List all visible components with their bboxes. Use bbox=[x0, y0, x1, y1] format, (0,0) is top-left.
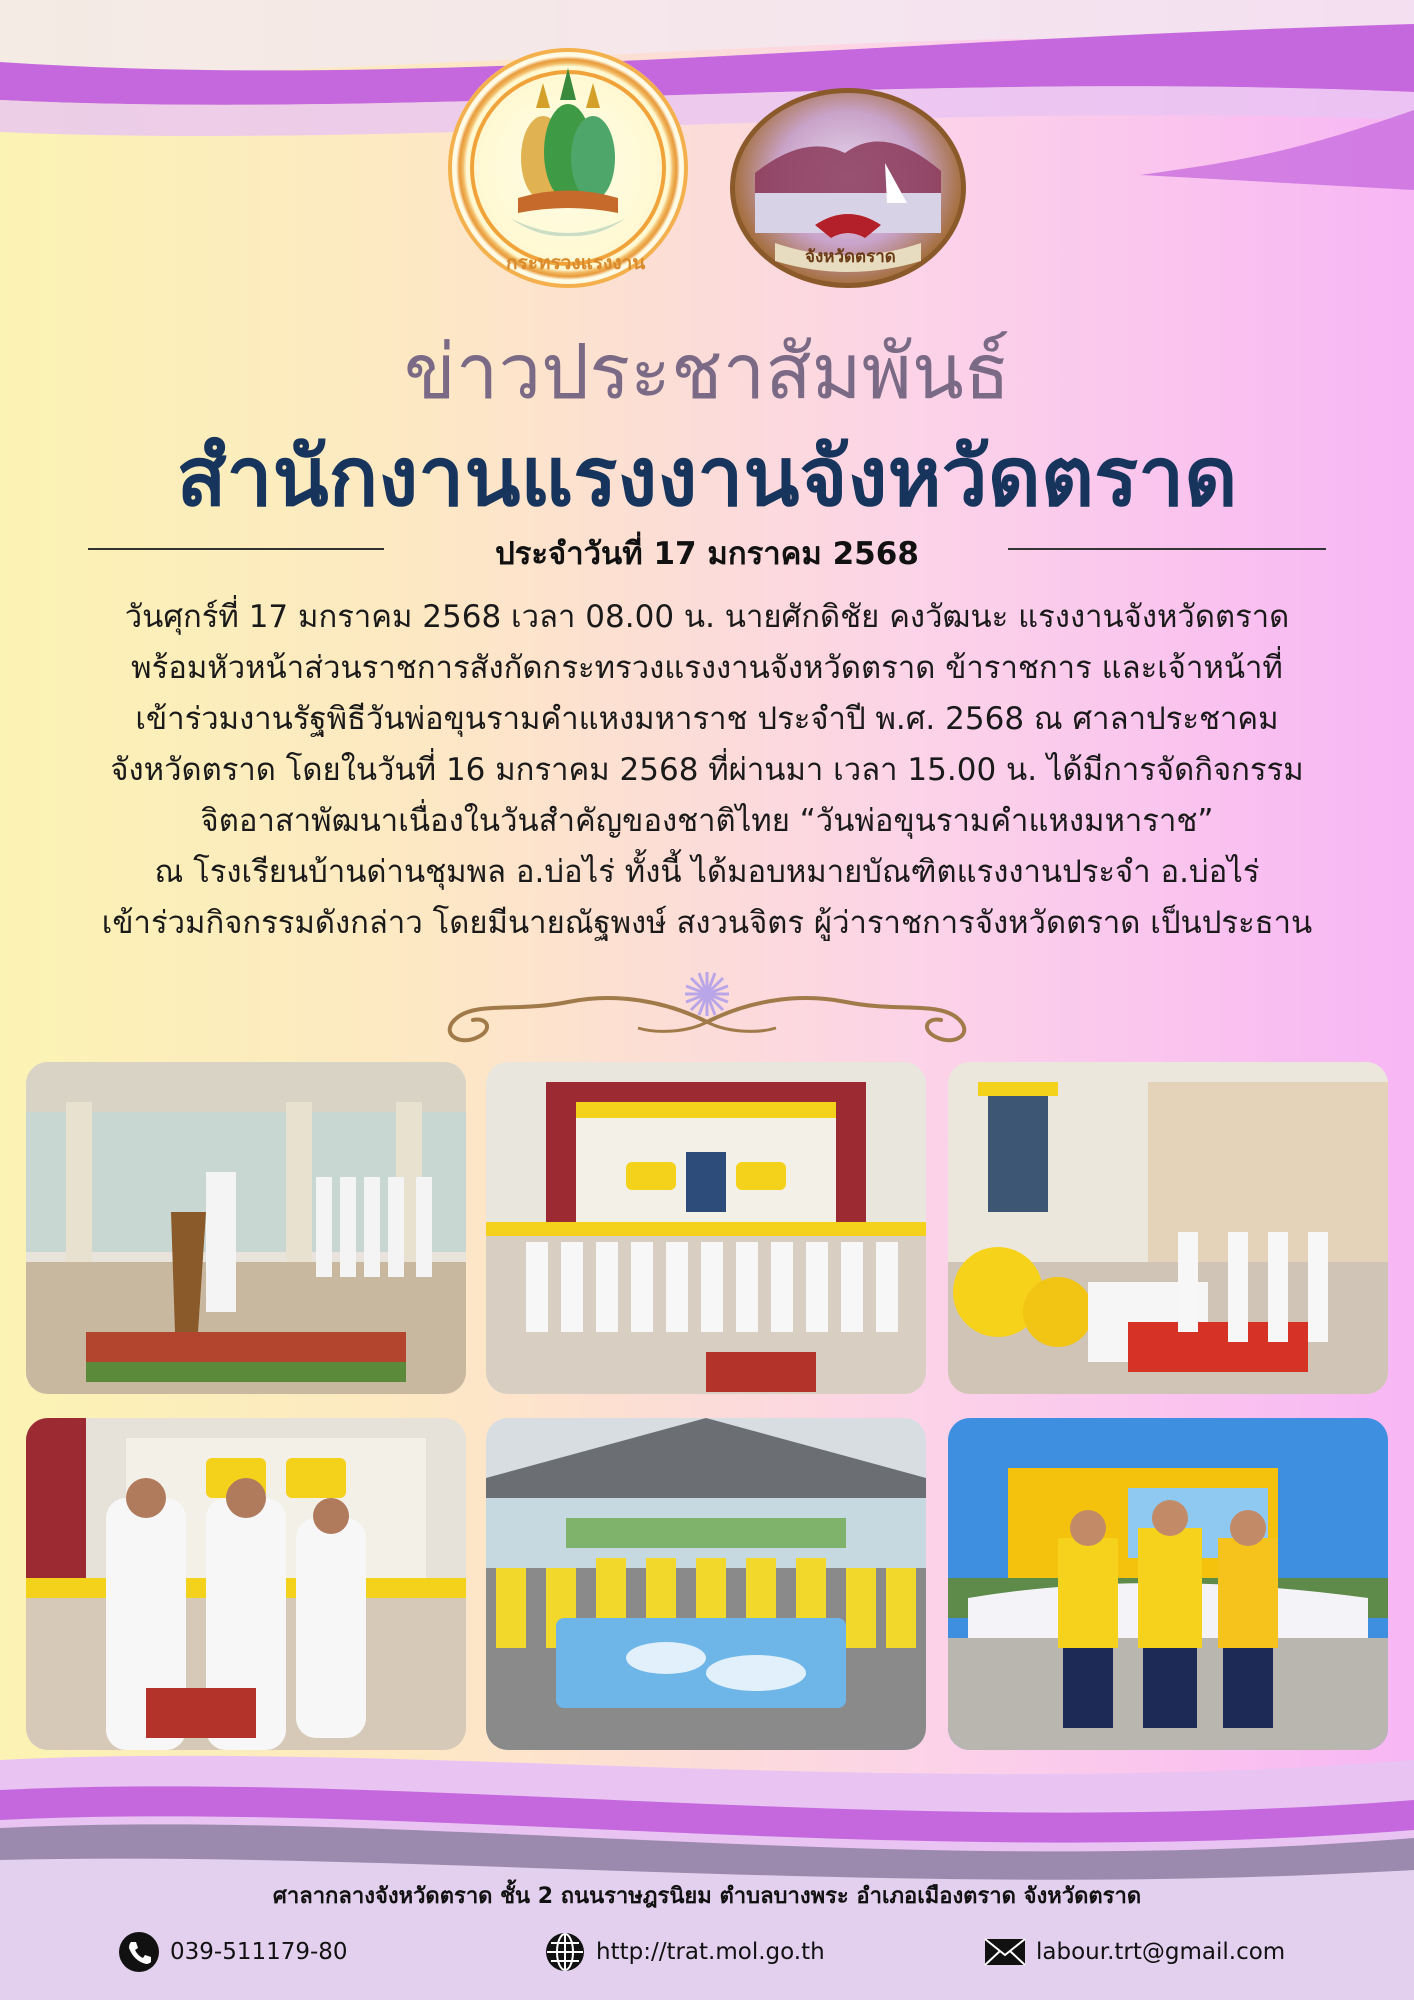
flower-offering-photo bbox=[948, 1062, 1388, 1394]
divider-right bbox=[1008, 548, 1326, 550]
ministry-of-labour-logo bbox=[448, 48, 688, 288]
contact-phone bbox=[118, 1930, 348, 1974]
email-link[interactable]: labour.trt@gmail.com bbox=[1036, 1939, 1286, 1965]
website-link[interactable]: http://trat.mol.go.th bbox=[596, 1939, 825, 1965]
ceremony-stage-photo bbox=[486, 1062, 926, 1394]
ornament-divider bbox=[418, 962, 996, 1054]
contact-website bbox=[544, 1930, 825, 1974]
body-line: พร้อมหัวหน้าส่วนราชการสังกัดกระทรวงแรงงานจังหวัดตราด ข้าราชการ และเจ้าหน้าที่ bbox=[131, 650, 1283, 686]
body-line: เข้าร่วมกิจกรรมดังกล่าว โดยมีนายณัฐพงษ์ สงวนจิตร ผู้ว่าราชการจังหวัดตราด เป็นประธาน bbox=[101, 905, 1313, 941]
body-line: วันศุกร์ที่ 17 มกราคม 2568 เวลา 08.00 น. นายศักดิชัย คงวัฒนะ แรงงานจังหวัดตราด bbox=[124, 599, 1290, 635]
volunteer-banner-photo bbox=[486, 1418, 926, 1750]
news-date: ประจำวันที่ 17 มกราคม 2568 bbox=[495, 536, 919, 572]
office-address: ศาลากลางจังหวัดตราด ชั้น 2 ถนนราษฎรนิยม ตำบลบางพระ อำเภอเมืองตราด จังหวัดตราด bbox=[272, 1884, 1142, 1909]
phone-number[interactable]: 039-511179-80 bbox=[170, 1939, 348, 1965]
ministry-logo-caption: กระทรวงแรงงาน bbox=[506, 252, 646, 274]
news-heading: ข่าวประชาสัมพันธ์ bbox=[403, 327, 1011, 416]
body-line: จิตอาสาพัฒนาเนื่องในวันสำคัญของชาติไทย “วันพ่อขุนรามคำแหงมหาราช” bbox=[200, 803, 1214, 839]
office-name-heading: สำนักงานแรงงานจังหวัดตราด bbox=[176, 430, 1238, 525]
outdoor-altar-photo bbox=[948, 1418, 1388, 1750]
contact-email bbox=[984, 1930, 1285, 1974]
body-line: จังหวัดตราด โดยในวันที่ 16 มกราคม 2568 ที่ผ่านมา เวลา 15.00 น. ได้มีการจัดกิจกรรม bbox=[110, 752, 1304, 788]
speech-podium-photo bbox=[26, 1062, 466, 1394]
body-line: ณ โรงเรียนบ้านด่านชุมพล อ.บ่อไร่ ทั้งนี้ ได้มอบหมายบัณฑิตแรงงานประจำ อ.บ่อไร่ bbox=[154, 854, 1260, 890]
news-body bbox=[30, 592, 1384, 949]
envelope-icon bbox=[984, 1931, 1026, 1973]
trat-province-seal bbox=[730, 88, 966, 288]
globe-icon bbox=[544, 1931, 586, 1973]
officials-group-photo bbox=[26, 1418, 466, 1750]
province-seal-caption: จังหวัดตราด bbox=[805, 247, 896, 267]
body-line: เข้าร่วมงานรัฐพิธีวันพ่อขุนรามคำแหงมหาราช ประจำปี พ.ศ. 2568 ณ ศาลาประชาคม bbox=[135, 701, 1279, 737]
phone-icon bbox=[118, 1931, 160, 1973]
